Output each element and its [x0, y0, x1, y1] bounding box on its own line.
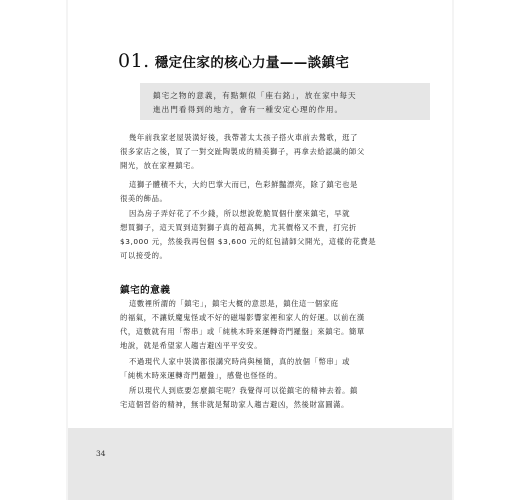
text-line: $3,000 元，然後我再包個 $3,600 元的紅包請師父開光，這樣的花費是	[120, 237, 377, 246]
text-line: 代，這數就有用「幣串」或「純桃木時來運轉奇門羅盤」來鎮宅。簡單	[120, 327, 365, 336]
text-line: 可以接受的。	[120, 251, 168, 260]
quote-line: 進出門看得到的地方，會有一種安定心理的作用。	[153, 105, 344, 114]
text-line: 因為房子弄好花了不少錢，所以想說乾脆買個什麼來鎮宅，早就	[129, 209, 351, 218]
section-heading: 鎮宅的意義	[120, 285, 171, 296]
text-line: 「純桃木時來運轉奇門羅盤」，感覺也怪怪的。	[120, 371, 283, 380]
quote-line: 鎮宅之物的意義，有點類似「座右銘」，放在家中每天	[153, 91, 357, 100]
text-line: 這獅子體積不大，大約巴掌大而已，色彩鮮豔漂亮，除了鎮宅也是	[129, 180, 358, 189]
chapter-heading	[118, 50, 438, 72]
text-line: 不過現代人家中裝潢都很講究時尚與極簡，真的放個「幣串」或	[129, 357, 351, 366]
text-line: 開光，放在家裡鎮宅。	[120, 161, 199, 170]
text-line: 所以現代人到底要怎麼鎮宅呢？我覺得可以從鎮宅的精神去着。鎮	[129, 386, 358, 395]
text-line: 這數裡所謂的「鎮宅」，鎮宅大概的意思是，鎮住這一個家庭	[129, 299, 339, 308]
chapter-title: 穩定住家的核心力量——談鎮宅	[154, 55, 350, 71]
text-line: 想買獅子，這天買到這對獅子真的超高興，尤其價格又不貴，打完折	[120, 223, 357, 232]
text-line: 很美的飾品。	[120, 194, 168, 203]
quote-box	[140, 83, 430, 120]
footer-band	[68, 428, 452, 500]
text-line: 的福氣，不讓妖魔鬼怪或不好的磁場影響家裡和家人的好運。以前在漢	[120, 313, 365, 322]
text-line: 地說，就是希望家人趨吉避凶平平安安。	[120, 341, 263, 350]
text-line: 很多家店之後，買了一對交趾陶製成的精美獅子，再拿去給認識的師父	[120, 147, 365, 156]
page-number: 34	[96, 449, 106, 458]
text-line: 宅這個習俗的精神，無非就是幫助家人趨吉避凶，然後財富圓滿。	[120, 400, 349, 409]
text-line: 幾年前我家老屋裝潢好後，我帶著太太孩子搭火車前去鶯歌，逛了	[129, 133, 358, 142]
chapter-number: 01.	[118, 50, 150, 72]
book-page	[68, 0, 452, 500]
